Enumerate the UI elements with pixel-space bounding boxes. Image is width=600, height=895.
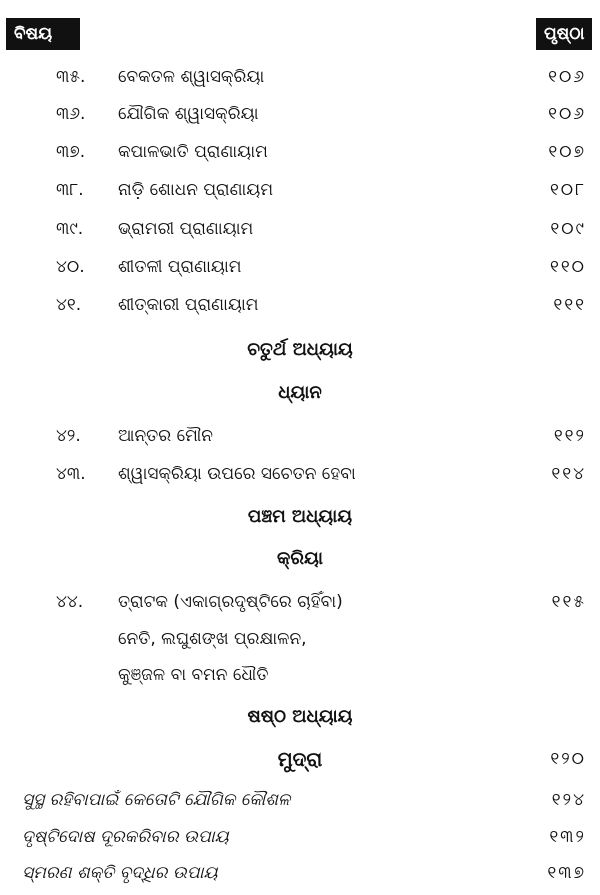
entry-number: ୩୬. — [56, 104, 86, 124]
entry-page: ୧୧୪ — [551, 464, 586, 484]
entry-title: ନାଡ଼ି ଶୋଧନ ପ୍ରାଣାୟମ — [118, 180, 274, 200]
entry-number: ୩୯. — [56, 219, 84, 239]
entry-page: ୧୩୭ — [547, 863, 586, 883]
toc-row-continuation — [0, 624, 600, 654]
toc-row — [0, 587, 600, 617]
header-subject: ବିଷୟ — [6, 18, 80, 50]
entry-number: ୪୪. — [56, 592, 84, 612]
entry-title: ତ୍ରାଟକ (ଏକାଗ୍ରଦୃଷ୍ଟିରେ ଚାହିଁବା) — [118, 592, 343, 612]
entry-number: ୩୫. — [56, 67, 86, 87]
entry-title: କପାଳଭାତି ପ୍ରାଣାୟାମ — [118, 142, 268, 162]
entry-page: ୧୩୨ — [549, 827, 586, 847]
entry-title: ସ୍ମରଣ ଶକ୍ତି ବୃଦ୍ଧିର ଉପାୟ — [22, 863, 218, 883]
chapter-heading: ପଞ୍ଚମ ଅଧ୍ୟାୟ — [247, 506, 353, 527]
toc-row — [0, 99, 600, 129]
entry-number: ୩୮. — [56, 180, 84, 200]
entry-page: ୧୦୮ — [549, 180, 586, 200]
entry-number: ୩୭. — [56, 142, 86, 162]
toc-row — [0, 175, 600, 205]
entry-page: ୧୦୭ — [548, 142, 586, 162]
toc-row — [0, 421, 600, 451]
toc-row — [0, 137, 600, 167]
entry-page: ୧୦୯ — [550, 219, 586, 239]
toc-row — [0, 62, 600, 92]
toc-row — [0, 252, 600, 282]
entry-title: ବେକତଳ ଶ୍ୱାସକ୍ରିୟା — [118, 67, 265, 87]
entry-title: ଶୀତଳୀ ପ୍ରାଣାୟାମ — [118, 257, 242, 277]
entry-number: ୪୧. — [56, 295, 82, 315]
toc-row — [0, 822, 600, 852]
toc-row — [0, 785, 600, 815]
mudra-row — [0, 742, 600, 776]
toc-row — [0, 858, 600, 888]
section-heading: ଧ୍ୟାନ — [278, 382, 322, 403]
chapter-heading: ଷଷ୍ଠ ଅଧ୍ୟାୟ — [247, 706, 353, 727]
section-heading: କ୍ରିୟା — [277, 548, 323, 569]
entry-number: ୪୦. — [56, 257, 85, 277]
entry-page: ୧୧୦ — [549, 257, 586, 277]
entry-page: ୧୦୬ — [548, 104, 586, 124]
entry-page: ୧୧୫ — [551, 592, 586, 612]
header-page: ପୃଷ୍ଠା — [536, 18, 592, 50]
entry-page: ୧୨୪ — [551, 790, 586, 810]
entry-title: ଦୃଷ୍ଟିଦୋଷ ଦୂରକରିବାର ଉପାୟ — [22, 827, 229, 847]
toc-row — [0, 459, 600, 489]
toc-row — [0, 290, 600, 320]
toc-row-continuation — [0, 660, 600, 690]
entry-page: ୧୧୨ — [553, 426, 586, 446]
entry-page: ୧୨୦ — [550, 749, 586, 769]
entry-title: ଆନ୍ତର ମୌନ — [118, 426, 213, 446]
entry-title: ସୁସ୍ଥ ରହିବାପାଇଁ କେତୋଟି ଯୌଗିକ କୌଶଳ — [22, 790, 291, 810]
entry-page: ୧୦୬ — [548, 67, 586, 87]
entry-number: ୪୨. — [56, 426, 81, 446]
entry-title: ଭ୍ରାମରୀ ପ୍ରାଣାୟାମ — [118, 219, 254, 239]
entry-title-continued: କୁଞ୍ଜଳ ବା ବମନ ଧୌତି — [118, 665, 269, 685]
entry-title: ଯୌଗିକ ଶ୍ୱାସକ୍ରିୟା — [118, 104, 259, 124]
section-heading: ମୁଦ୍ରା — [277, 747, 323, 771]
chapter-heading: ଚତୁର୍ଥ ଅଧ୍ୟାୟ — [247, 339, 353, 360]
entry-number: ୪୩. — [56, 464, 86, 484]
entry-title-continued: ନେତି, ଲଘୁଶଙ୍ଖ ପ୍ରକ୍ଷାଳନ, — [118, 629, 307, 649]
entry-page: ୧୧୧ — [553, 295, 586, 315]
entry-title: ଶୀତ୍କାରୀ ପ୍ରାଣାୟାମ — [118, 295, 259, 315]
entry-title: ଶ୍ୱାସକ୍ରିୟା ଉପରେ ସଚେତନ ହେବା — [118, 464, 356, 484]
toc-row — [0, 214, 600, 244]
